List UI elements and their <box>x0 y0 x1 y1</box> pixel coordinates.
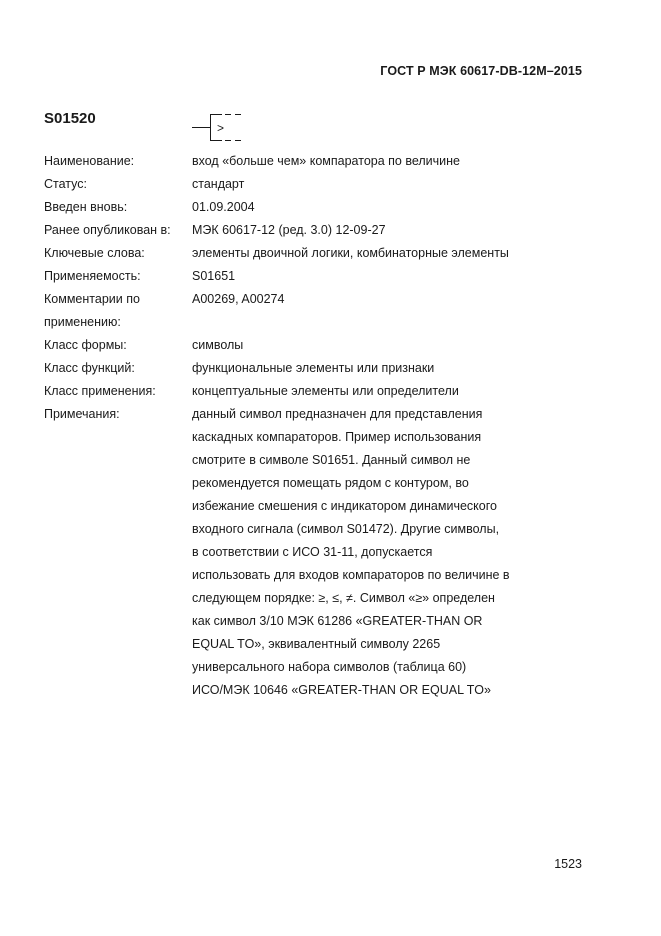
row-name <box>44 150 544 173</box>
row-function-class <box>44 357 544 380</box>
row-status <box>44 173 544 196</box>
notes-line: смотрите в символе S01651. Данный символ не <box>192 453 471 467</box>
notes-line: избежание смешения с индикатором динамического <box>192 499 497 513</box>
row-label: применению: <box>44 315 121 329</box>
row-label: Ключевые слова: <box>44 246 145 260</box>
notes-line: рекомендуется помещать рядом с контуром, во <box>192 476 469 490</box>
symbol-code: S01520 <box>44 110 96 127</box>
notes-line: каскадных компараторов. Пример использования <box>192 430 482 444</box>
row-introduced <box>44 196 544 219</box>
row-value: 01.09.2004 <box>192 200 255 214</box>
row-previously-published <box>44 219 544 242</box>
row-keywords <box>44 242 544 265</box>
row-value: стандарт <box>192 177 245 191</box>
row-value: вход «больше чем» компаратора по величине <box>192 154 460 168</box>
notes-line: использовать для входов компараторов по величине в <box>192 568 510 582</box>
row-notes <box>44 403 544 702</box>
row-label: Применяемость: <box>44 269 141 283</box>
notes-line: ИСО/МЭК 10646 «GREATER-THAN OR EQUAL TO» <box>192 683 491 697</box>
row-value: функциональные элементы или признаки <box>192 361 435 375</box>
row-value: символы <box>192 338 244 352</box>
row-value: A00269, A00274 <box>192 292 285 306</box>
notes-line: EQUAL TO», эквивалентный символу 2265 <box>192 637 441 651</box>
attribute-table <box>44 150 544 702</box>
row-value: концептуальные элементы или определители <box>192 384 459 398</box>
comparator-greater-than-input-symbol-icon <box>192 108 248 144</box>
row-label: Введен вновь: <box>44 200 128 214</box>
row-value: МЭК 60617-12 (ред. 3.0) 12-09-27 <box>192 223 386 237</box>
row-shape-class <box>44 334 544 357</box>
notes-line: данный символ предназначен для представления <box>192 407 483 421</box>
row-label: Класс применения: <box>44 384 156 398</box>
row-label: Комментарии по <box>44 292 140 306</box>
row-label: Статус: <box>44 177 87 191</box>
row-value: S01651 <box>192 269 236 283</box>
document-header: ГОСТ Р МЭК 60617-DB-12М–2015 <box>380 64 582 78</box>
greater-than-glyph: > <box>217 121 225 135</box>
row-label: Класс формы: <box>44 338 127 352</box>
notes-line: в соответствии с ИСО 31-11, допускается <box>192 545 433 559</box>
row-value <box>192 311 544 334</box>
row-application-comments-continued <box>44 311 544 334</box>
row-label: Примечания: <box>44 407 120 421</box>
page-number: 1523 <box>554 857 582 871</box>
notes-line: универсального набора символов (таблица 60) <box>192 660 467 674</box>
row-application-class <box>44 380 544 403</box>
row-label: Класс функций: <box>44 361 135 375</box>
row-value: элементы двоичной логики, комбинаторные элементы <box>192 246 509 260</box>
notes-line: как символ 3/10 МЭК 61286 «GREATER-THAN OR <box>192 614 483 628</box>
notes-text <box>192 403 544 702</box>
row-applicability <box>44 265 544 288</box>
notes-line: входного сигнала (символ S01472). Другие символы, <box>192 522 500 536</box>
row-label: Наименование: <box>44 154 135 168</box>
notes-line: следующем порядке: ≥, ≤, ≠. Символ «≥» определен <box>192 591 495 605</box>
row-label: Ранее опубликован в: <box>44 223 171 237</box>
row-application-comments <box>44 288 544 311</box>
